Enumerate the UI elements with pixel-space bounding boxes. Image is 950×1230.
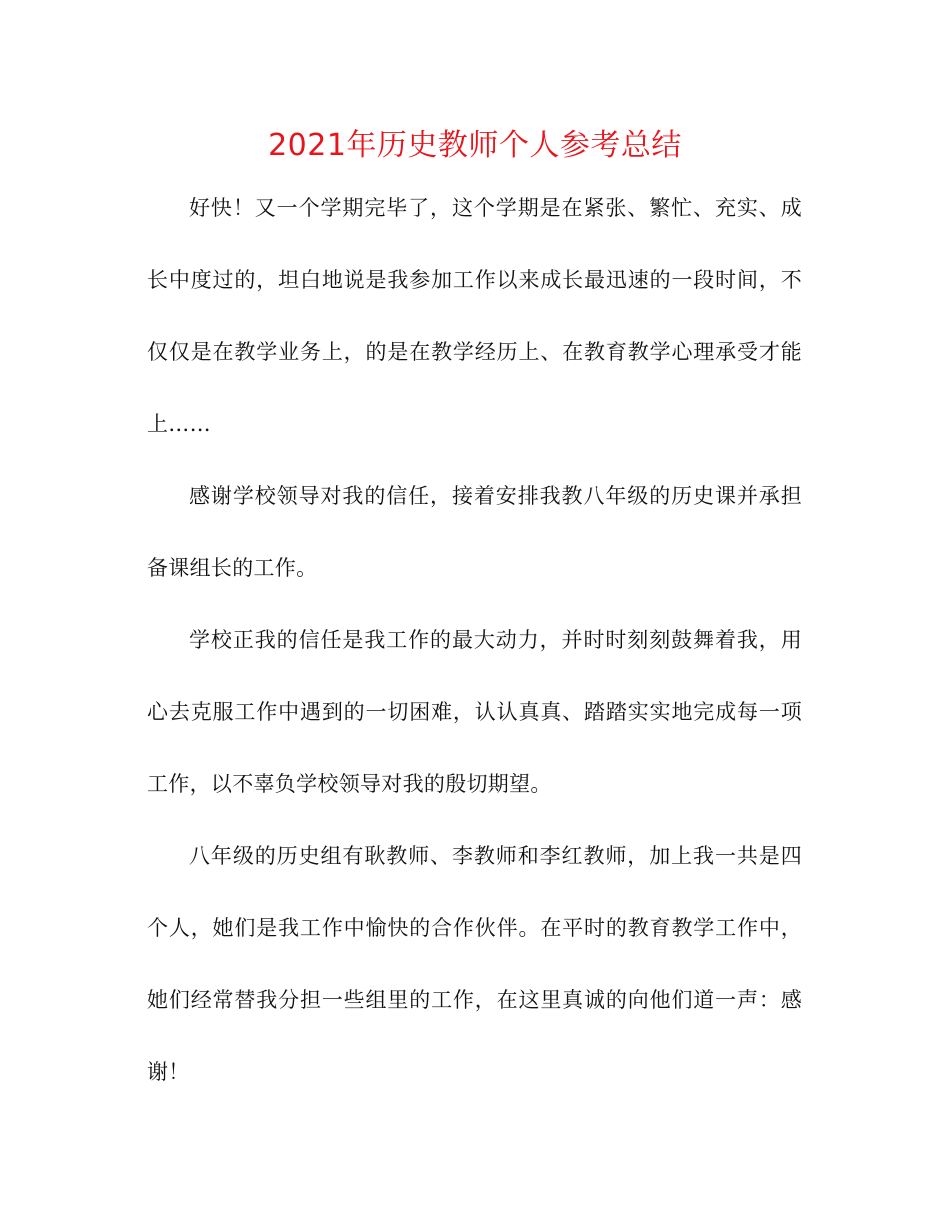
- paragraph-2: 感谢学校领导对我的信任，接着安排我教八年级的历史课并承担备课组长的工作。: [147, 484, 802, 580]
- document-title: 2021年历史教师个人参考总结: [268, 128, 682, 163]
- paragraph-4: 八年级的历史组有耿教师、李教师和李红教师，加上我一共是四个人，她们是我工作中愉快的合作伙伴。在平时的教育教学工作中，她们经常替我分担一些组里的工作，在这里真诚的向他们道一声：感谢！: [147, 844, 802, 1084]
- document-body: [147, 172, 802, 1108]
- paragraph-3: 学校正我的信任是我工作的最大动力，并时时刻刻鼓舞着我，用心去克服工作中遇到的一切困难，认认真真、踏踏实实地完成每一项工作，以不辜负学校领导对我的殷切期望。: [147, 628, 802, 796]
- paragraph-1: 好快！又一个学期完毕了，这个学期是在紧张、繁忙、充实、成长中度过的，坦白地说是我参加工作以来成长最迅速的一段时间，不仅仅是在教学业务上，的是在教学经历上、在教育教学心理承受才能上……: [147, 196, 802, 436]
